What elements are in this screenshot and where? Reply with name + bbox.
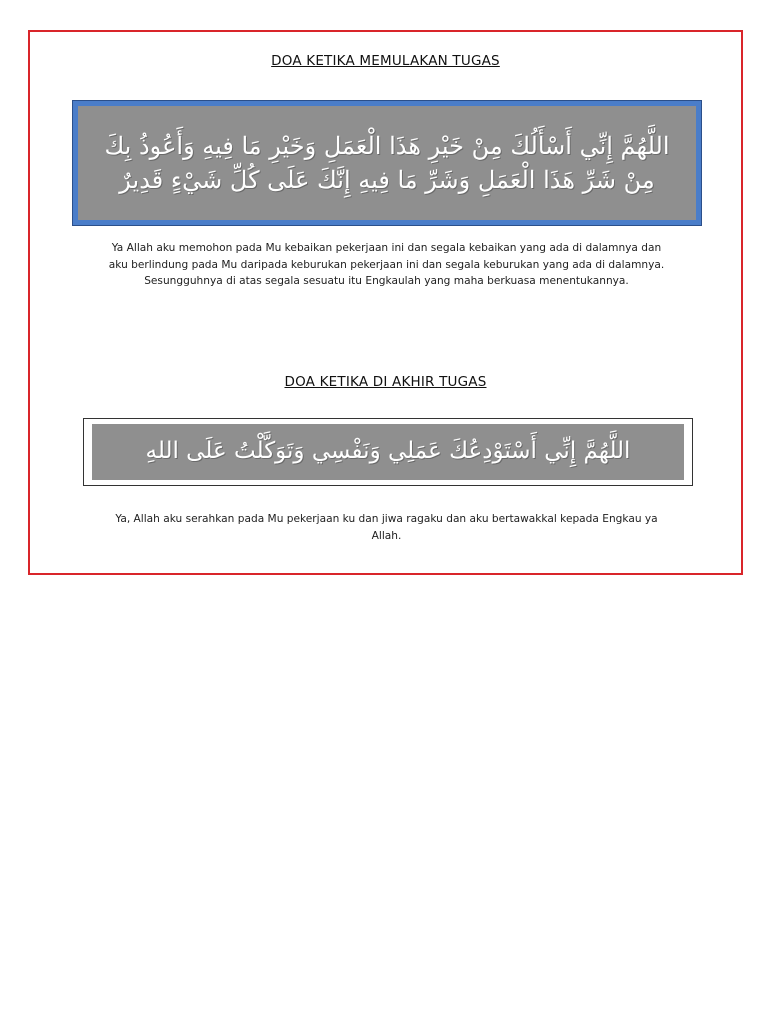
doa-frame xyxy=(28,30,743,575)
section1-heading: DOA KETIKA MEMULAKAN TUGAS xyxy=(271,53,500,69)
section1-arabic-line1: اللَّهُمَّ إِنِّي أَسْأَلُكَ مِنْ خَيْرِ هَذَا الْعَمَلِ وَخَيْرِ مَا فِيهِ وَأَعُوذُ بِكَ xyxy=(104,132,670,160)
section1-translation xyxy=(40,240,733,290)
section2-translation-line2: Allah. xyxy=(371,529,402,542)
section2-arabic-line1: اللَّهُمَّ إِنِّي أَسْتَوْدِعُكَ عَمَلِي وَنَفْسِي وَتَوَكَّلْتُ عَلَى اللهِ xyxy=(145,438,631,465)
section1-arabic-line2: مِنْ شَرِّ هَذَا الْعَمَلِ وَشَرِّ مَا فِيهِ إِنَّكَ عَلَى كُلِّ شَيْءٍ قَدِيرٌ xyxy=(119,166,655,194)
section1-calligraphy-image xyxy=(78,106,696,220)
section1-calligraphy-box xyxy=(72,100,702,226)
section2-calligraphy-box xyxy=(83,418,693,486)
section2-heading: DOA KETIKA DI AKHIR TUGAS xyxy=(284,374,487,390)
section1-translation-line3: Sesungguhnya di atas segala sesuatu itu Engkaulah yang maha berkuasa menentukannya. xyxy=(144,275,629,287)
section1-translation-line1: Ya Allah aku memohon pada Mu kebaikan pekerjaan ini dan segala kebaikan yang ada di dalamnya dan xyxy=(111,242,662,254)
section2-translation xyxy=(40,511,733,544)
section2-calligraphy-image xyxy=(92,424,684,480)
section2-translation-line1: Ya, Allah aku serahkan pada Mu pekerjaan ku dan jiwa ragaku dan aku bertawakkal kepada Engkau ya xyxy=(115,513,658,525)
section1-translation-line2: aku berlindung pada Mu daripada keburukan pekerjaan ini dan segala keburukan yang ada di dalamnya. xyxy=(108,258,665,271)
